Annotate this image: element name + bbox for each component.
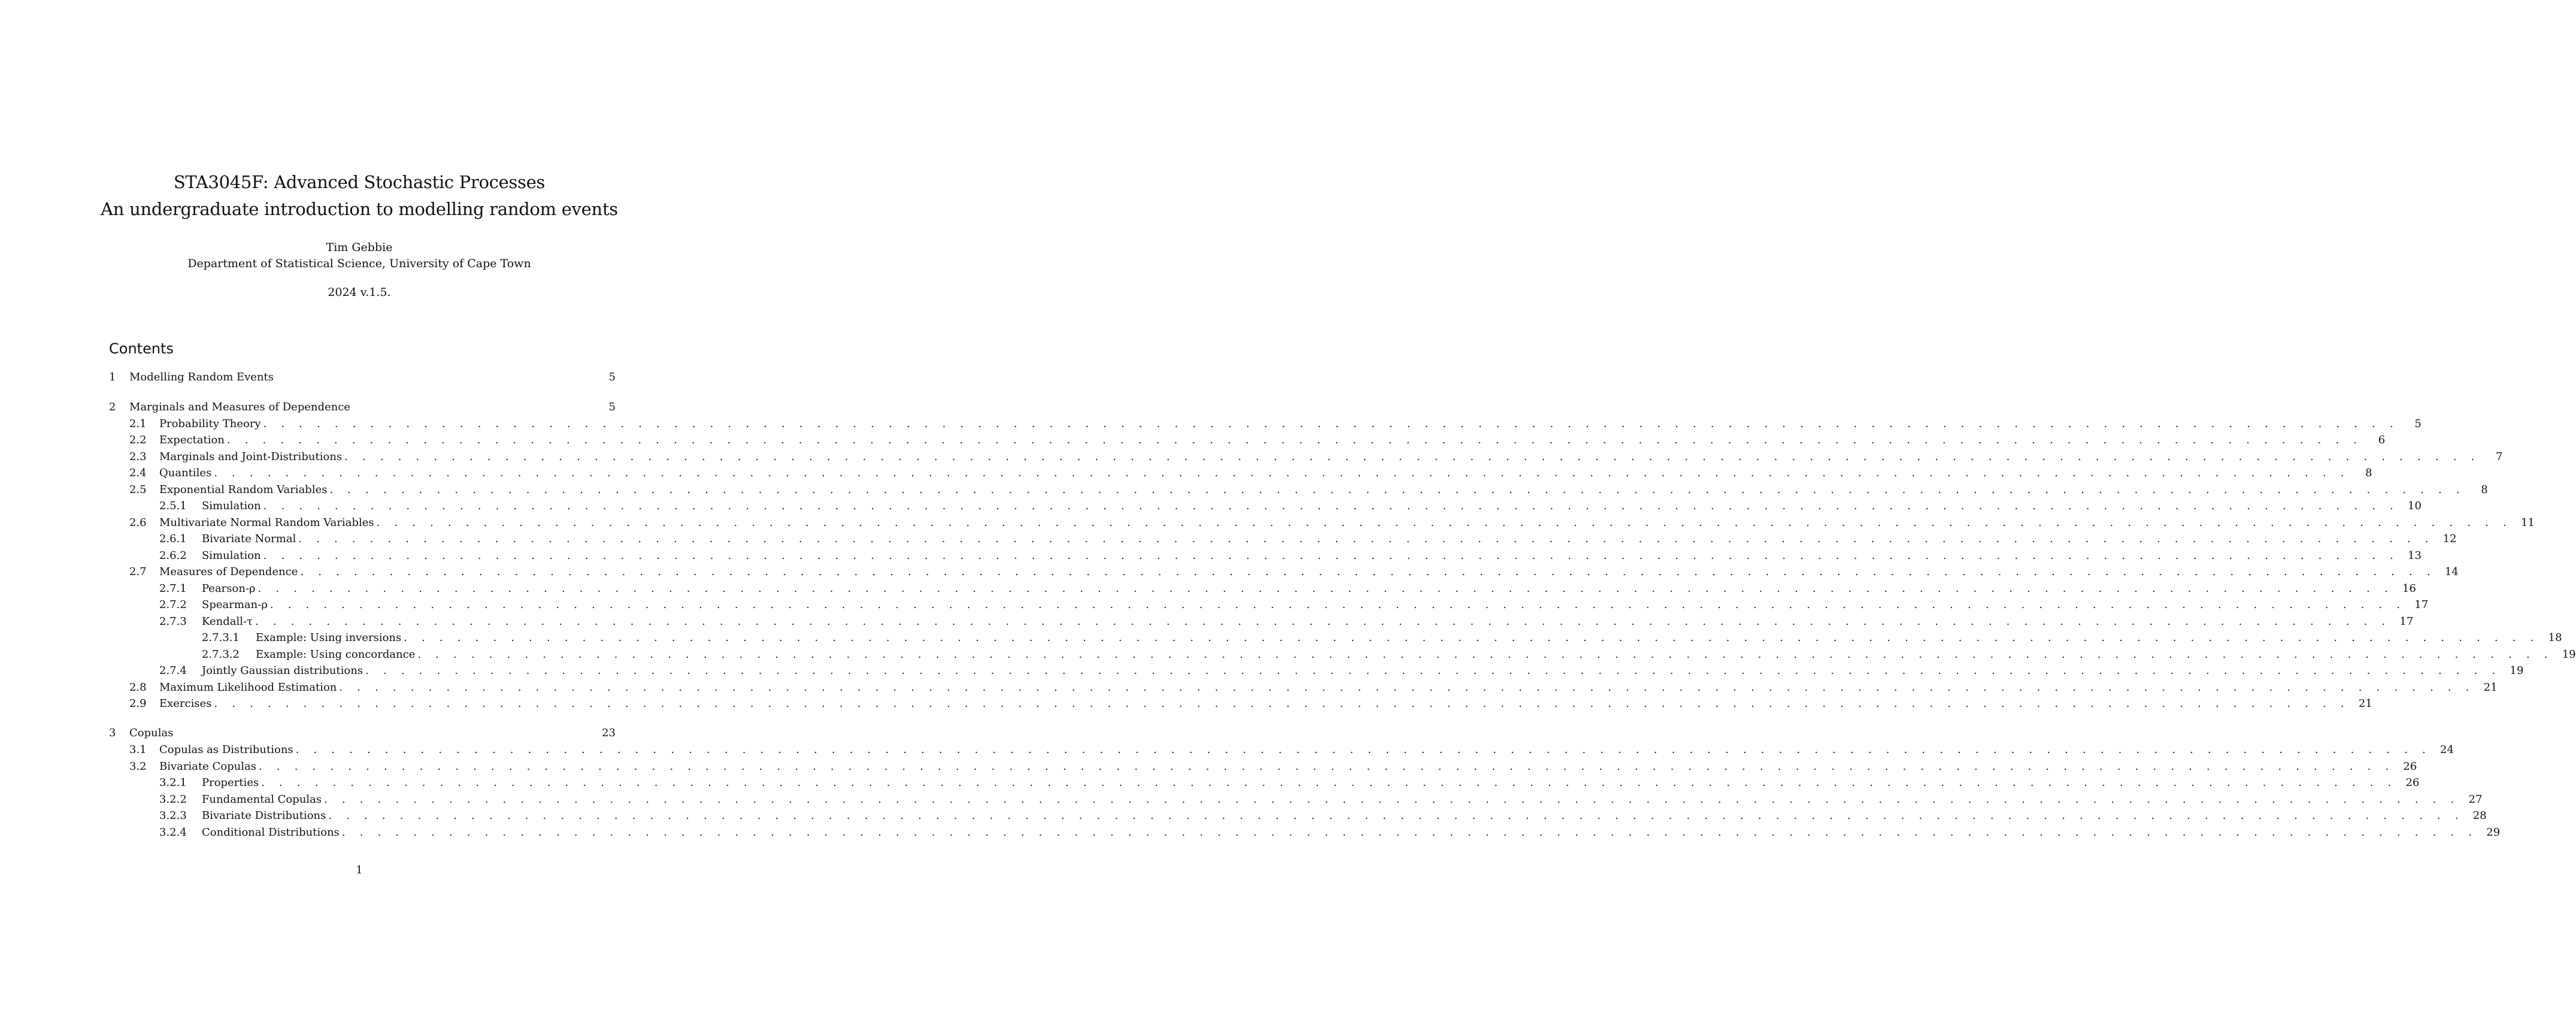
toc-entry-title: Maximum Likelihood Estimation bbox=[159, 679, 339, 696]
toc-entry-number: 2.5.1 bbox=[159, 500, 187, 512]
toc-entry[interactable] bbox=[109, 696, 2372, 712]
toc-entry-number: 2.9 bbox=[129, 697, 147, 710]
toc-entry-title: Jointly Gaussian distributions bbox=[202, 663, 365, 679]
toc-dot-leader: . . . . . . . . . . . . . . . . . . . . . . . . . . . . . . . . . . . . . . . . . . . . . . . . . . . . . . . . . . . . . . . . . . . . . . . . . . . . . . . . . . . . . . . . . . . . . . . . . . . . . . . . . . . . . . . . . . . . . . . . bbox=[214, 697, 2350, 710]
toc-entry[interactable] bbox=[109, 597, 2429, 613]
toc-entry-number: 3.2.1 bbox=[159, 776, 187, 789]
toc-dot-leader: . . . . . . . . . . . . . . . . . . . . . . . . . . . . . . . . . . . . . . . . . . . . . . . . . . . . . . . . . . . . . . . . . . . . . . . . . . . . . . . . . . . . . . . . . . . . . . . . . . . . . . . . . . . . . . . . . . . . . . . . bbox=[269, 598, 2406, 611]
toc-entry-page: 21 bbox=[2358, 697, 2372, 710]
toc-entry-page: 7 bbox=[2496, 450, 2503, 463]
toc-chapter-entry[interactable] bbox=[109, 399, 616, 416]
toc-entry-page: 12 bbox=[2442, 533, 2457, 545]
toc-dot-leader: . . . . . . . . . . . . . . . . . . . . . . . . . . . . . . . . . . . . . . . . . . . . . . . . . . . . . . . . . . . . . . . . . . . . . . . . . . . . . . . . . . . . . . . . . . . . . . . . . . . . . . . . . . . . . . . . . . . . . . . . bbox=[344, 450, 2480, 463]
version-date: 2024 v.1.5. bbox=[328, 286, 391, 299]
toc-entry[interactable] bbox=[109, 742, 2454, 758]
toc-entry-page: 21 bbox=[2483, 681, 2498, 694]
toc-dot-leader: . . . . . . . . . . . . . . . . . . . . . . . . . . . . . . . . . . . . . . . . . . . . . . . . . . . . . . . . . . . . . . . . . . . . . . . . . . . . . . . . . . . . . . . . . . . . . . . . . . . . . . . . . . . . . . . . . . . . . . . . bbox=[328, 809, 2464, 822]
toc-entry-page: 6 bbox=[2378, 434, 2386, 446]
toc-entry-page: 27 bbox=[2468, 793, 2483, 806]
toc-entry-page: 17 bbox=[2414, 598, 2429, 611]
toc-entry-page: 13 bbox=[2408, 549, 2422, 562]
toc-dot-leader: . . . . . . . . . . . . . . . . . . . . . . . . . . . . . . . . . . . . . . . . . . . . . . . . . . . . . . . . . . . . . . . . . . . . . . . . . . . . . . . . . . . . . . . . . . . . . . . . . . . . . . . . . . . . . . . . . . . . . . . . bbox=[226, 434, 2363, 446]
toc-entry-title: Probability Theory bbox=[159, 416, 263, 433]
toc-entry-number: 2.7.3.2 bbox=[202, 648, 240, 661]
toc-entry-page: 14 bbox=[2444, 566, 2459, 578]
toc-entry-page: 29 bbox=[2486, 826, 2501, 839]
toc-entry-title: Copulas as Distributions bbox=[159, 742, 296, 758]
toc-entry-number: 2.7.2 bbox=[159, 598, 187, 611]
toc-dot-leader: . . . . . . . . . . . . . . . . . . . . . . . . . . . . . . . . . . . . . . . . . . . . . . . . . . . . . . . . . . . . . . . . . . . . . . . . . . . . . . . . . . . . . . . . . . . . . . . . . . . . . . . . . . . . . . . . . . . . . . . . bbox=[263, 500, 2399, 512]
toc-dot-leader: . . . . . . . . . . . . . . . . . . . . . . . . . . . . . . . . . . . . . . . . . . . . . . . . . . . . . . . . . . . . . . . . . . . . . . . . . . . . . . . . . . . . . . . . . . . . . . . . . . . . . . . . . . . . . . . . . . . . . . . . bbox=[339, 681, 2475, 694]
toc-entry-title: Exercises bbox=[159, 696, 214, 712]
contents-heading: Contents bbox=[109, 340, 174, 357]
toc-entry[interactable] bbox=[109, 679, 2498, 696]
toc-entry-number: 2.5 bbox=[129, 483, 147, 496]
toc-entry-number: 2.6.1 bbox=[159, 533, 187, 545]
toc-entry-title: Spearman-ρ bbox=[202, 597, 270, 613]
toc-entry[interactable] bbox=[109, 449, 2503, 465]
toc-entry-number: 2.7.3 bbox=[159, 615, 187, 628]
toc-entry-title: Pearson-ρ bbox=[202, 580, 258, 597]
page-number: 1 bbox=[356, 864, 363, 876]
toc-entry-title: Marginals and Measures of Dependence bbox=[129, 399, 353, 416]
toc-entry-page: 5 bbox=[2414, 417, 2422, 430]
toc-dot-leader: . . . . . . . . . . . . . . . . . . . . . . . . . . . . . . . . . . . . . . . . . . . . . . . . . . . . . . . . . . . . . . . . . . . . . . . . . . . . . . . . . . . . . . . . . . . . . . . . . . . . . . . . . . . . . . . . . . . . . . . . bbox=[324, 793, 2460, 806]
toc-entry-number: 2.7 bbox=[129, 566, 147, 578]
toc-entry[interactable] bbox=[109, 416, 2422, 433]
toc-entry[interactable] bbox=[109, 548, 2422, 564]
table-of-contents bbox=[109, 369, 2576, 840]
toc-entry-title: Modelling Random Events bbox=[129, 369, 276, 386]
toc-entry-title: Multivariate Normal Random Variables bbox=[159, 515, 377, 531]
toc-entry-page: 8 bbox=[2365, 467, 2372, 479]
toc-dot-leader: . . . . . . . . . . . . . . . . . . . . . . . . . . . . . . . . . . . . . . . . . . . . . . . . . . . . . . . . . . . . . . . . . . . . . . . . . . . . . . . . . . . . . . . . . . . . . . . . . . . . . . . . . . . . . . . . . . . . . . . . bbox=[298, 533, 2434, 545]
toc-dot-leader: . . . . . . . . . . . . . . . . . . . . . . . . . . . . . . . . . . . . . . . . . . . . . . . . . . . . . . . . . . . . . . . . . . . . . . . . . . . . . . . . . . . . . . . . . . . . . . . . . . . . . . . . . . . . . . . . . . . . . . . . bbox=[376, 516, 2512, 529]
toc-entry-page: 26 bbox=[2405, 776, 2420, 789]
toc-entry-page: 16 bbox=[2402, 582, 2416, 595]
toc-entry-page: 5 bbox=[608, 371, 616, 383]
toc-dot-leader: . . . . . . . . . . . . . . . . . . . . . . . . . . . . . . . . . . . . . . . . . . . . . . . . . . . . . . . . . . . . . . . . . . . . . . . . . . . . . . . . . . . . . . . . . . . . . . . . . . . . . . . . . . . . . . . . . . . . . . . . bbox=[259, 760, 2395, 773]
toc-entry[interactable] bbox=[109, 580, 2416, 597]
toc-dot-leader: . . . . . . . . . . . . . . . . . . . . . . . . . . . . . . . . . . . . . . . . . . . . . . . . . . . . . . . . . . . . . . . . . . . . . . . . . . . . . . . . . . . . . . . . . . . . . . . . . . . . . . . . . . . . . . . . . . . . . . . . bbox=[214, 467, 2350, 479]
toc-entry-number: 1 bbox=[109, 371, 116, 383]
toc-entry-number: 3.2.2 bbox=[159, 793, 187, 806]
toc-entry-page: 24 bbox=[2440, 743, 2454, 756]
toc-entry-number: 3.2.3 bbox=[159, 809, 187, 822]
toc-dot-leader: . . . . . . . . . . . . . . . . . . . . . . . . . . . . . . . . . . . . . . . . . . . . . . . . . . . . . . . . . . . . . . . . . . . . . . . . . . . . . . . . . . . . . . . . . . . . . . . . . . . . . . . . . . . . . . . . . . . . . . . . bbox=[300, 566, 2436, 578]
toc-entry-page: 8 bbox=[2481, 483, 2488, 496]
toc-entry-page: 18 bbox=[2548, 631, 2562, 644]
toc-entry-title: Simulation bbox=[202, 498, 263, 515]
toc-entry-title: Properties bbox=[202, 775, 261, 791]
toc-entry-title: Fundamental Copulas bbox=[202, 791, 324, 808]
toc-entry[interactable] bbox=[109, 564, 2459, 580]
toc-dot-leader: . . . . . . . . . . . . . . . . . . . . . . . . . . . . . . . . . . . . . . . . . . . . . . . . . . . . . . . . . . . . . . . . . . . . . . . . . . . . . . . . . . . . . . . . . . . . . . . . . . . . . . . . . . . . . . . . . . . . . . . . bbox=[295, 743, 2431, 756]
toc-entry-number: 2.2 bbox=[129, 434, 147, 446]
toc-entry-title: Kendall-τ bbox=[202, 613, 255, 630]
toc-entry-number: 2 bbox=[109, 400, 116, 413]
author: Tim Gebbie bbox=[326, 241, 393, 254]
toc-entry-number: 2.6.2 bbox=[159, 549, 187, 562]
toc-entry-title: Bivariate Normal bbox=[202, 531, 298, 548]
toc-entry-title: Exponential Random Variables bbox=[159, 482, 329, 498]
toc-entry-number: 3.2 bbox=[129, 760, 147, 773]
toc-entry-number: 3.1 bbox=[129, 743, 147, 756]
toc-entry-number: 2.8 bbox=[129, 681, 147, 694]
toc-entry[interactable] bbox=[109, 808, 2487, 824]
toc-entry-number: 2.6 bbox=[129, 516, 147, 529]
toc-dot-leader: . . . . . . . . . . . . . . . . . . . . . . . . . . . . . . . . . . . . . . . . . . . . . . . . . . . . . . . . . . . . . . . . . . . . . . . . . . . . . . . . . . . . . . . . . . . . . . . . . . . . . . . . . . . . . . . . . . . . . . . . bbox=[257, 582, 2393, 595]
toc-entry[interactable] bbox=[109, 482, 2488, 498]
toc-entry-title: Measures of Dependence bbox=[159, 564, 300, 580]
toc-entry-number: 2.1 bbox=[129, 417, 147, 430]
toc-entry-title: Copulas bbox=[129, 725, 175, 742]
toc-dot-leader: . . . . . . . . . . . . . . . . . . . . . . . . . . . . . . . . . . . . . . . . . . . . . . . . . . . . . . . . . . . . . . . . . . . . . . . . . . . . . . . . . . . . . . . . . . . . . . . . . . . . . . . . . . . . . . . . . . . . . . . . bbox=[404, 631, 2539, 644]
toc-entry-number: 3.2.4 bbox=[159, 826, 187, 839]
document-subtitle: An undergraduate introduction to modelling random events bbox=[101, 199, 618, 219]
toc-entry-number: 2.3 bbox=[129, 450, 147, 463]
toc-entry-title: Simulation bbox=[202, 548, 263, 564]
toc-entry-page: 28 bbox=[2472, 809, 2487, 822]
toc-entry-title: Marginals and Joint-Distributions bbox=[159, 449, 344, 465]
toc-entry-number: 2.7.4 bbox=[159, 664, 187, 677]
toc-entry[interactable] bbox=[109, 758, 2417, 775]
toc-entry[interactable] bbox=[109, 791, 2483, 808]
toc-dot-leader: . . . . . . . . . . . . . . . . . . . . . . . . . . . . . . . . . . . . . . . . . . . . . . . . . . . . . . . . . . . . . . . . . . . . . . . . . . . . . . . . . . . . . . . . . . . . . . . . . . . . . . . . . . . . . . . . . . . . . . . . bbox=[329, 483, 2465, 496]
toc-entry[interactable] bbox=[109, 531, 2457, 548]
toc-entry-number: 2.7.3.1 bbox=[202, 631, 240, 644]
affiliation: Department of Statistical Science, University of Cape Town bbox=[187, 257, 531, 270]
title-block bbox=[0, 169, 719, 301]
toc-entry[interactable] bbox=[109, 630, 2562, 646]
toc-entry-title: Quantiles bbox=[159, 465, 214, 482]
toc-entry-page: 5 bbox=[608, 400, 616, 413]
toc-dot-leader: . . . . . . . . . . . . . . . . . . . . . . . . . . . . . . . . . . . . . . . . . . . . . . . . . . . . . . . . . . . . . . . . . . . . . . . . . . . . . . . . . . . . . . . . . . . . . . . . . . . . . . . . . . . . . . . . . . . . . . . . bbox=[417, 648, 2553, 661]
toc-entry-number: 2.7.1 bbox=[159, 582, 187, 595]
toc-entry[interactable] bbox=[109, 663, 2524, 679]
toc-entry-page: 10 bbox=[2408, 500, 2422, 512]
toc-dot-leader: . . . . . . . . . . . . . . . . . . . . . . . . . . . . . . . . . . . . . . . . . . . . . . . . . . . . . . . . . . . . . . . . . . . . . . . . . . . . . . . . . . . . . . . . . . . . . . . . . . . . . . . . . . . . . . . . . . . . . . . . bbox=[263, 417, 2399, 430]
toc-entry-number: 3 bbox=[109, 727, 116, 739]
toc-entry[interactable] bbox=[109, 432, 2386, 449]
toc-entry-title: Example: Using inversions bbox=[256, 630, 404, 646]
toc-entry[interactable] bbox=[109, 515, 2535, 531]
toc-entry-title: Bivariate Copulas bbox=[159, 758, 259, 775]
toc-entry-page: 23 bbox=[602, 727, 616, 739]
toc-entry-number: 2.4 bbox=[129, 467, 147, 479]
toc-entry-page: 19 bbox=[2562, 648, 2576, 661]
toc-entry[interactable] bbox=[109, 465, 2372, 482]
toc-entry[interactable] bbox=[109, 498, 2422, 515]
toc-chapter-entry[interactable] bbox=[109, 725, 616, 742]
toc-dot-leader: . . . . . . . . . . . . . . . . . . . . . . . . . . . . . . . . . . . . . . . . . . . . . . . . . . . . . . . . . . . . . . . . . . . . . . . . . . . . . . . . . . . . . . . . . . . . . . . . . . . . . . . . . . . . . . . . . . . . . . . . bbox=[263, 549, 2399, 562]
toc-entry-title: Example: Using concordance bbox=[256, 646, 417, 663]
toc-entry-page: 19 bbox=[2510, 664, 2524, 677]
toc-entry-page: 17 bbox=[2399, 615, 2414, 628]
toc-entry-title: Conditional Distributions bbox=[202, 824, 342, 841]
document-title: STA3045F: Advanced Stochastic Processes bbox=[173, 172, 545, 192]
toc-entry[interactable] bbox=[109, 646, 2576, 663]
toc-entry[interactable] bbox=[109, 613, 2414, 630]
toc-entry-page: 11 bbox=[2521, 516, 2535, 529]
toc-entry[interactable] bbox=[109, 775, 2420, 791]
toc-entry-title: Expectation bbox=[159, 432, 227, 449]
toc-dot-leader: . . . . . . . . . . . . . . . . . . . . . . . . . . . . . . . . . . . . . . . . . . . . . . . . . . . . . . . . . . . . . . . . . . . . . . . . . . . . . . . . . . . . . . . . . . . . . . . . . . . . . . . . . . . . . . . . . . . . . . . . bbox=[255, 615, 2391, 628]
toc-dot-leader: . . . . . . . . . . . . . . . . . . . . . . . . . . . . . . . . . . . . . . . . . . . . . . . . . . . . . . . . . . . . . . . . . . . . . . . . . . . . . . . . . . . . . . . . . . . . . . . . . . . . . . . . . . . . . . . . . . . . . . . . bbox=[365, 664, 2501, 677]
toc-entry-page: 26 bbox=[2403, 760, 2417, 773]
toc-dot-leader: . . . . . . . . . . . . . . . . . . . . . . . . . . . . . . . . . . . . . . . . . . . . . . . . . . . . . . . . . . . . . . . . . . . . . . . . . . . . . . . . . . . . . . . . . . . . . . . . . . . . . . . . . . . . . . . . . . . . . . . . bbox=[341, 826, 2478, 839]
toc-entry[interactable] bbox=[109, 824, 2501, 841]
toc-chapter-entry[interactable] bbox=[109, 369, 616, 386]
toc-entry-title: Bivariate Distributions bbox=[202, 808, 328, 824]
toc-dot-leader: . . . . . . . . . . . . . . . . . . . . . . . . . . . . . . . . . . . . . . . . . . . . . . . . . . . . . . . . . . . . . . . . . . . . . . . . . . . . . . . . . . . . . . . . . . . . . . . . . . . . . . . . . . . . . . . . . . . . . . . . bbox=[261, 776, 2397, 789]
